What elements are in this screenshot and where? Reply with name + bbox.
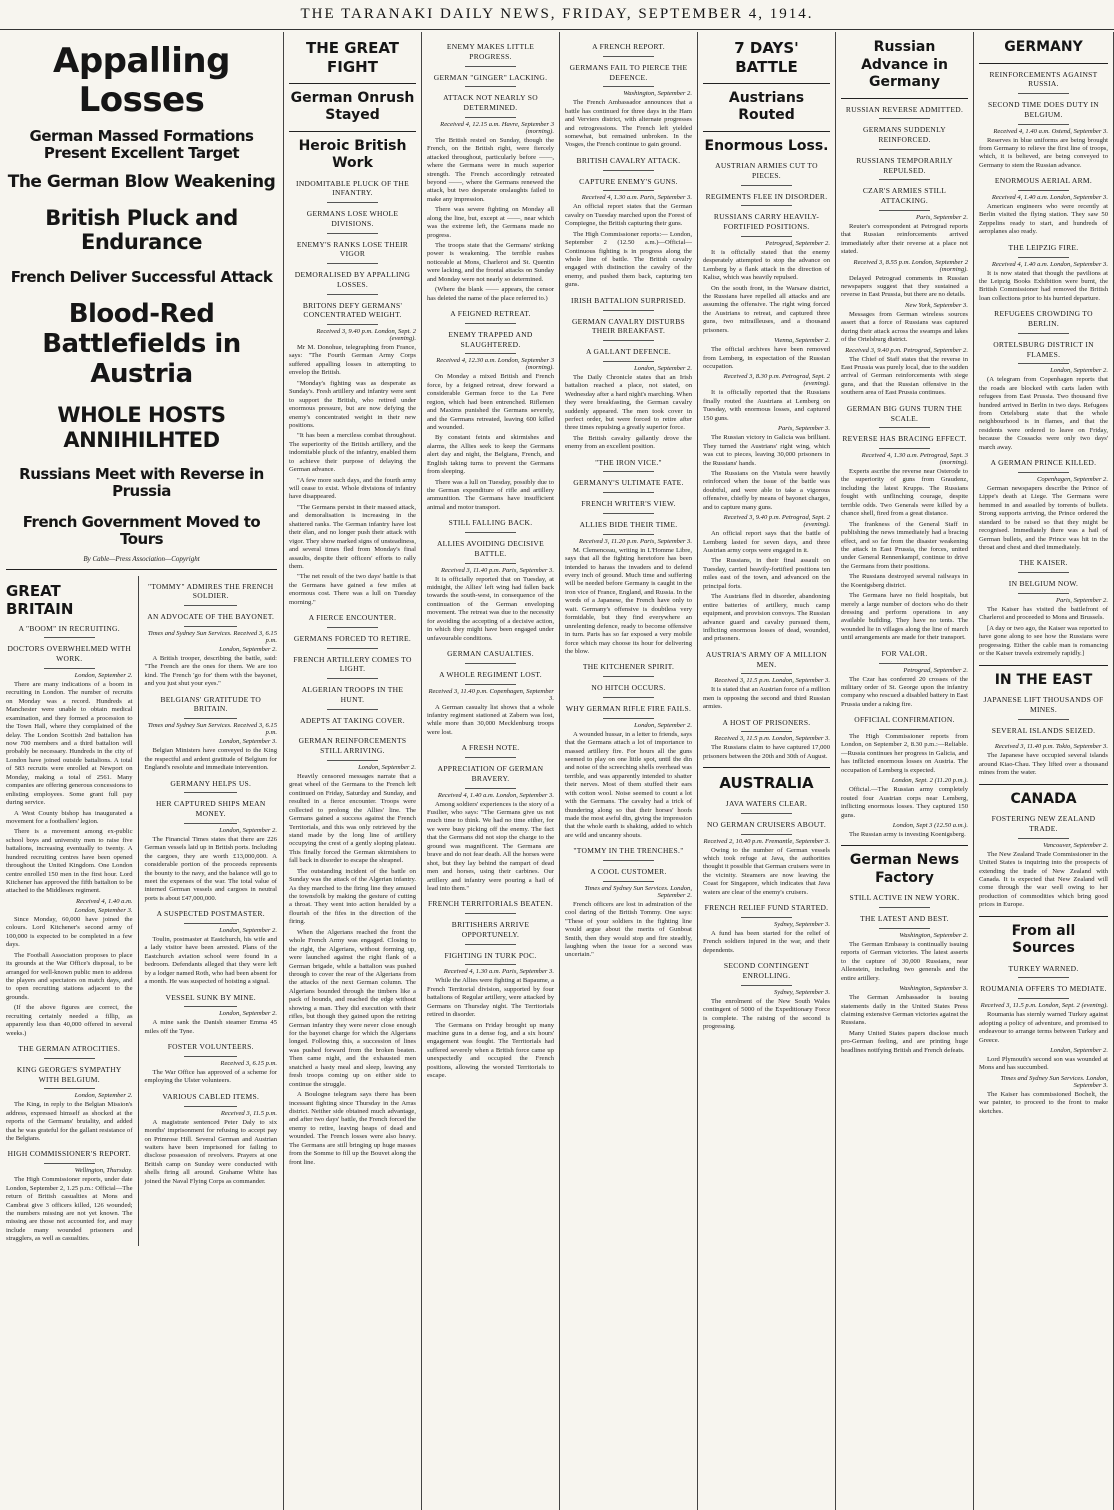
subhead: REGIMENTS FLEE IN DISORDER. bbox=[703, 192, 830, 207]
article-paragraph: "The net result of the two days' battle is that the Germans have gained a few miles at enormous cost. There was a lull on Tuesday morning." bbox=[289, 573, 416, 606]
headline-enormous-loss: Enormous Loss. bbox=[704, 137, 829, 154]
subhead: BRITONS DEFY GERMANS' CONCENTRATED WEIGHT. bbox=[289, 301, 416, 326]
headline-russian-advance: Russian Advance in Germany bbox=[861, 39, 948, 90]
article-paragraph: (If the above figures are correct, the recruiting certainly needed a fillip, as apparently less than 40,000 offered in several weeks.) bbox=[6, 1004, 133, 1037]
subhead: GERMAN REINFORCEMENTS STILL ARRIVING. bbox=[289, 736, 416, 761]
subhead: VESSEL SUNK BY MINE. bbox=[145, 993, 277, 1008]
dateline: Washington, September 2. bbox=[623, 90, 692, 98]
article-paragraph: The Russians claim to have captured 17,000 prisoners between the 20th and 30th of August. bbox=[703, 744, 830, 760]
article-paragraph: The Russian army is investing Koenigsberg. bbox=[849, 830, 966, 838]
subhead: ENORMOUS AERIAL ARM. bbox=[979, 176, 1108, 191]
dateline: Received 4, 1.40 a.m. London, September 3. bbox=[991, 194, 1108, 201]
subhead: APPRECIATION OF GERMAN BRAVERY. bbox=[427, 764, 554, 789]
article-paragraph: The High Commissioner reports:— London, September 2 (12.50 a.m.)—Official—Continuous fighting is in progress along the whole line of battle. The British cavalry engaged with distinction the cavalry of the enemy, and pushed them back, capturing ten guns. bbox=[565, 230, 692, 289]
subhead: FOSTER VOLUNTEERS. bbox=[145, 1042, 277, 1057]
subhead: RUSSIANS CARRY HEAVILY-FORTIFIED POSITIONS. bbox=[703, 212, 830, 237]
subhead: TURKEY WARNED. bbox=[979, 964, 1108, 979]
dateline: Washington, September 2. bbox=[899, 931, 968, 939]
dateline: London, September 3. bbox=[74, 906, 133, 914]
subhead: GERMANS SUDDENLY REINFORCED. bbox=[841, 125, 968, 150]
divider bbox=[703, 767, 830, 768]
subhead: FRENCH ARTILLERY COMES TO LIGHT. bbox=[289, 655, 416, 680]
article-paragraph: "The Germans persist in their massed attack, and demoralisation is increasing in the shattered ranks. The German infantry have lost their élan, and no longer push their attack with vigor. They show marked signs of unsteadiness, and several times fled from Monday's final assaults, despite their officers' efforts to rally them. bbox=[289, 503, 416, 570]
article-paragraph: [A day or two ago, the Kaiser was reported to have gone along to see how the Russians were progressing. Either the cable man is romancing or the Kaiser travels extremely rapidly.] bbox=[979, 624, 1108, 658]
article-paragraph: The King, in reply to the Belgian Mission's address, expressed himself as shocked at the reports of the Germans' brutality, and added that he was grateful for the gallant resistance of the Belgians. bbox=[6, 1101, 133, 1143]
subhead: HIGH COMMISSIONER'S REPORT. bbox=[6, 1149, 133, 1164]
article-paragraph: A mine sank the Danish steamer Emma 45 miles off the Tyne. bbox=[144, 1019, 277, 1035]
headline-in-the-east: IN THE EAST bbox=[994, 671, 1093, 688]
article-paragraph: While the Allies were fighting at Bapaume, a French Territorial division, supported by four battalions of Regular artillery, were attacked by Germans on Thursday night. The Territorials retired in disorder. bbox=[427, 977, 555, 1019]
subhead: SEVERAL ISLANDS SEIZED. bbox=[979, 726, 1108, 741]
article-paragraph: The Russian victory in Galicia was brilliant. They turned the Austrians' right wing, which was cut to pieces, leaving 30,000 prisoners in the Russians' hands. bbox=[703, 434, 830, 467]
article-paragraph: The Financial Times states that there are 226 German vessels laid up in British ports. Including the cargoes, they are worth £13,000,000. A considerable portion of the proceeds represents the bounty to the navy, and the balance will go to meet the expenses of the war. The total value of interned German vessels and cargoes in neutral ports is about £47,000,000. bbox=[144, 835, 277, 902]
article-paragraph: Owing to the number of German vessels which took refuge at Java, the authorities thought it possible that German cruisers were in the vicinity. Steamers are now leaving the Coast for Singapore, which indicates that Java waters are clear of the enemy's cruisers. bbox=[703, 846, 830, 896]
subhead: JAVA WATERS CLEAR. bbox=[703, 799, 830, 814]
subhead: "THE IRON VICE." bbox=[565, 458, 692, 473]
headline-great-fight: THE GREAT FIGHT bbox=[305, 39, 400, 76]
dateline: Received 4, 12.15 a.m. Havre, September 3 (morning). bbox=[440, 120, 554, 135]
column-french-report bbox=[560, 32, 698, 1510]
dateline: London, September 2. bbox=[1050, 1046, 1108, 1054]
dateline: Received 4, 1.40 a.m. bbox=[75, 897, 133, 905]
article-paragraph: Lord Plymouth's second son was wounded at Mons and has succumbed. bbox=[979, 1055, 1108, 1072]
article-paragraph: It is now stated that though the pavilions at the Leipzig Books Exhibition were burnt, the British Commissioner had removed the British loan collections prior to his hurried departure. bbox=[979, 269, 1108, 302]
headline-appalling-losses: Appalling Losses bbox=[53, 41, 230, 121]
headline-blow-weakening: The German Blow Weakening bbox=[7, 171, 276, 192]
dateline: Received 3, 11.5 p.m. London, September 3. bbox=[714, 677, 830, 685]
subhead: SECOND CONTINGENT ENROLLING. bbox=[703, 961, 830, 986]
subhead: GERMAN "GINGER" LACKING. bbox=[427, 73, 554, 88]
dateline: Times and Sydney Sun Services. London, September 3. bbox=[1000, 1074, 1108, 1089]
headline-russians-reverse: Russians Meet with Reverse in Prussia bbox=[19, 464, 264, 500]
dateline: London, September 2. bbox=[634, 364, 692, 372]
subhead: IN BELGIUM NOW. bbox=[979, 579, 1108, 594]
subhead: DEMORALISED BY APPALLING LOSSES. bbox=[289, 270, 416, 295]
subhead: FRENCH WRITER'S VIEW. bbox=[565, 499, 692, 514]
dateline: London, September 2. bbox=[219, 645, 277, 653]
dateline: London, September 2. bbox=[219, 1010, 277, 1018]
article-paragraph: (A telegram from Copenhagen reports that the roads are blocked with carts laden with refugees from East Prussia. Two thousand five hundred arrived in Berlin in two days. Refugees from Ortelsburg state that the whole neighbourhood is in flames, and that the residents were ordered to leave on Friday, because the Cossacks were only two days' march away. bbox=[979, 376, 1108, 451]
article-paragraph: Since Monday, 60,000 have joined the colours. Lord Kitchener's second army of 100,000 is expected to be completed in a few days. bbox=[6, 915, 133, 949]
article-paragraph: M. Clemenceau, writing in L'Homme Libre, says that all the fighting heretofore has been intended to harass the invaders and to defend every inch of ground. Much time and suffering will be needed before Germany is caught in the iron vice of France, England, and Russia. In the words of a Japanese, the French have only to wait. Germany's offensive is doubtless very formidable, but they find everywhere an unrelenting defence, ready to become offensive in turn. Paris has so far exposed a very mobile force which may choose its hour for delivering the blow. bbox=[565, 546, 692, 655]
headline-onrush-stayed: German Onrush Stayed bbox=[290, 89, 415, 123]
headline-austrians-routed: Austrians Routed bbox=[728, 89, 805, 123]
article-paragraph: The Russians, in their final assault on Tuesday, carried heavily-fortified positions ten miles east of the town, and advanced on the principal forts. bbox=[703, 557, 830, 590]
subhead: A FRENCH REPORT. bbox=[565, 42, 692, 57]
dateline: Received 2, 10.40 p.m. Fremantle, September 3. bbox=[703, 837, 830, 845]
subhead: REFUGEES CROWDING TO BERLIN. bbox=[979, 309, 1108, 334]
column-russian-advance bbox=[836, 32, 974, 1510]
dateline: Petrograd, September 2. bbox=[903, 666, 968, 674]
column-germany bbox=[974, 32, 1114, 1510]
article-paragraph: A German casualty list shows that a whole infantry regiment stationed at Zabern was lost, while more than 30,000 Mecklenburg troops were lost. bbox=[427, 703, 554, 736]
subhead: DOCTORS OVERWHELMED WITH WORK. bbox=[6, 644, 133, 669]
subhead: ALLIES AVOIDING DECISIVE BATTLE. bbox=[427, 539, 554, 564]
article-paragraph: The Kaiser has commissioned Bochelt, the war painter, to proceed to the front to make sketches. bbox=[979, 1090, 1108, 1115]
subhead: A FIERCE ENCOUNTER. bbox=[289, 613, 416, 628]
dateline: Received 4, 1.30 a.m. Paris, September 3. bbox=[581, 194, 692, 202]
subhead: ORTELSBURG DISTRICT IN FLAMES. bbox=[979, 340, 1108, 365]
headline-german-news-factory: German News Factory bbox=[849, 852, 960, 886]
subhead: REINFORCEMENTS AGAINST RUSSIA. bbox=[979, 70, 1108, 95]
article-paragraph: The New Zealand Trade Commissioner in the United States is inquiring into the prospects of extending the trade of New Zealand with Canada. It is expected that New Zealand will come through the war well owing to her production of commodities which bring good prices in Europe. bbox=[979, 850, 1108, 909]
subhead: FRENCH TERRITORIALS BEATEN. bbox=[427, 899, 554, 914]
dateline: London, September 2. bbox=[358, 763, 416, 771]
article-paragraph: The frankness of the General Staff in publishing the news immediately had a bracing effect, and so far from the disaster weakening the attack in East Prussia, the forces, united under General Rennenkampf, continue to drive the Germans from their positions. bbox=[841, 520, 968, 570]
headline-british-pluck: British Pluck and Endurance bbox=[45, 206, 238, 255]
byline: By Cable—Press Association—Copyright bbox=[83, 554, 200, 563]
article-paragraph: On Monday a mixed British and French force, by a feigned retreat, drew forward a considerable German force to the La Fere region, which had been entrenched. Riflemen and Maxims punished the Germans severely, and the Germans retreated, leaving 600 killed and wounded. bbox=[427, 373, 554, 431]
article-paragraph: By constant feints and skirmishes and alarms, the Allies seek to keep the Germans alert day and night, the Belgians, French, and English taking turns to prevent the Germans from sleeping. bbox=[427, 434, 554, 476]
article-paragraph: An official report says that the battle of Lemberg lasted for seven days, and three Austrian army corps were engaged in it. bbox=[703, 530, 830, 554]
article-paragraph: The Germans have no field hospitals, but merely a large number of doctors who do their dressing and perform operations in any available building. They have no tents. The wounded lie in villages along the line of march until arrangements are made for their transport. bbox=[841, 592, 968, 642]
dateline: Received 3, 6.15 p.m. bbox=[220, 1060, 277, 1068]
subhead: THE LEIPZIG FIRE. bbox=[979, 243, 1108, 258]
article-paragraph: The German Embassy is continually issuing reports of German victories. The latest asserts to the capture of 30,000 Russians, near Allenstein, including two generals and the entire artillery. bbox=[841, 940, 968, 982]
dateline: Received 3, 11.40 p.m. Paris, September 3. bbox=[440, 566, 554, 574]
subhead: INDOMITABLE PLUCK OF THE INFANTRY. bbox=[289, 179, 416, 204]
dateline: New York, September 3. bbox=[905, 301, 968, 309]
subhead: A FEIGNED RETREAT. bbox=[427, 309, 554, 324]
divider bbox=[703, 131, 830, 132]
subhead: A GALLANT DEFENCE. bbox=[565, 347, 692, 362]
article-paragraph: On the south front, in the Warsaw district, the Russians have repelled all attacks and are assuming the offensive. The right wing forced the Austrians to retreat, and captured three guns, two mitrailleuses, and a thousand prisoners. bbox=[703, 284, 830, 334]
article-paragraph: Among soldiers' experiences is the story of a Fusilier, who says: "The Germans give us not much time to think. We had no time either, for we were busy picking off the enemy. The fact that the Germans did not stop the charge to the ground was magnificent. The Germans are brave and do not fear death. All the horses were shot, but they lay behind the rampart of dead men and horses, using their carbines. Our artillery and infantry were pouring a hail of lead into them." bbox=[427, 800, 554, 892]
divider bbox=[979, 63, 1108, 64]
article-paragraph: The Football Association proposes to place its grounds at the War Office's disposal, to be arranged for well-known public men to address the players and spectators on match days, and to open recruiting stations adjacent to the grounds. bbox=[6, 951, 133, 1001]
article-paragraph: Delayed Petrograd comments in Russian newspapers suggest that they sustained a reverse in East Prussia, but there are no details. bbox=[841, 274, 968, 299]
article-paragraph: The Germans on Friday brought up many machine guns in a dense fog, and a six hours' engagement was fought. The Territorials had suffered severely when a British force came up unexpectedly and occupied the French positions, allowing the worsted Territorials to escape. bbox=[427, 1021, 554, 1080]
article-paragraph: Reserves in blue uniforms are being brought from Germany to relieve the first line of troops, which, it is believed, are being conveyed to Germany to stem the Russian advance. bbox=[979, 136, 1108, 169]
article-paragraph: A fund has been started for the relief of French soldiers injured in the war, and their dependents. bbox=[703, 929, 830, 954]
article-paragraph: When the Algerians reached the front the whole French Army was engaged. Closing to the right, the Algerians, without forming up, were launched against the right flank of a German brigade, while a battalion was pushed through to cover the rear of the Algerians from the attacks of the next German column. The Algerians bounded through the timbers like a pack of hounds, and reached the edge without showing a man. They did execution with their rifles, but though they gained upon the retiring German infantry they were never close enough for the bayonet charge for which the Algerians longed. Following this, a succession of lines was pushed forward from the broken beaten. Then came night, and the exhausted men snatched a hasty meal and sleep, leaving any fresh troops coming up on either side to continue the struggle. bbox=[289, 928, 416, 1088]
dateline: London, September 2. bbox=[74, 671, 133, 679]
column-lead bbox=[0, 32, 284, 1510]
subhead: REVERSE HAS BRACING EFFECT. bbox=[841, 434, 968, 449]
dateline: Received 4, 1.40 a.m. London, September 3. bbox=[437, 791, 554, 799]
subhead: STILL FALLING BACK. bbox=[427, 518, 554, 533]
article-paragraph: The Russians destroyed several railways in the Koenigsberg district. bbox=[841, 573, 968, 589]
dateline: Received 4, 12.30 a.m. London, September 3 (morning). bbox=[436, 357, 554, 372]
dateline: Received 3, 11.40 p.m. Tokio, September 3. bbox=[994, 743, 1108, 751]
subhead: AN ADVOCATE OF THE BAYONET. bbox=[145, 612, 277, 627]
subhead: RUSSIAN REVERSE ADMITTED. bbox=[841, 105, 968, 120]
article-paragraph: The British cavalry gallantly drove the enemy from an excellent position. bbox=[565, 434, 692, 451]
subhead: GERMANS FORCED TO RETIRE. bbox=[289, 634, 416, 649]
subhead: ENEMY'S RANKS LOSE THEIR VIGOR bbox=[289, 240, 416, 265]
headline-germany: GERMANY bbox=[1004, 39, 1083, 55]
dateline: Times and Sydney Sun Services. Received 3, 6.15 p.m. bbox=[147, 722, 277, 737]
section-great-britain: GREAT BRITAIN bbox=[6, 581, 74, 618]
dateline: Received 3, 9.40 p.m. London, Sept. 2 (evening). bbox=[316, 328, 416, 342]
subhead: ADEPTS AT TAKING COVER. bbox=[289, 716, 416, 731]
article-paragraph: The enrolment of the New South Wales contingent of 5000 of the Expeditionary Force is complete. The raising of the second is progressing. bbox=[703, 997, 830, 1030]
headline-from-all-sources: From all Sources bbox=[1011, 922, 1076, 957]
article-paragraph: It is officially reported that on Tuesday, at midnight, the Allies' left wing had fallen back towards the south-west, in consequence of the continuation of the German enveloping movement. The retreat was due to the necessity for avoiding the accepting of a decisive action, in which they might have been engaged under unfavourable conditions. bbox=[427, 575, 554, 642]
column-enemy-progress bbox=[422, 32, 560, 1510]
dateline: Received 4, 1.30 a.m. Petrograd, Sept. 3 (morning). bbox=[861, 452, 968, 466]
dateline: Vancouver, September 2. bbox=[1043, 841, 1108, 849]
divider bbox=[289, 131, 416, 132]
article-paragraph: Toulin, postmaster at Eastchurch, his wife and a lady visitor have been arrested. Plans of the Eastchurch aviation school were found in a bedroom. Defendants alleged that they were left by a lodger named Roth, who had been absent for a month. He was suspected of hoisting a signal. bbox=[144, 936, 277, 986]
subhead: OFFICIAL CONFIRMATION. bbox=[841, 715, 968, 730]
headline-french-government: French Government Moved to Tours bbox=[22, 513, 261, 549]
subhead: NO HITCH OCCURS. bbox=[565, 683, 692, 698]
article-paragraph: "It has been a merciless combat throughout. The superiority of the British artillery, and the indomitable pluck of the infantry, enabled them to achieve their purpose of delaying the German advance. bbox=[289, 432, 416, 474]
article-paragraph: A British trooper, describing the battle, said: "The French are the ones for them. We are too kind. The French 'go for' them with the bayonet, and you just shut your eyes." bbox=[144, 654, 277, 688]
subhead: FOR VALOR. bbox=[841, 649, 968, 664]
dateline: Petrograd, September 2. bbox=[765, 239, 830, 247]
subhead: ALLIES BIDE THEIR TIME. bbox=[565, 520, 692, 535]
article-paragraph: It is stated that an Austrian force of a million men is opposing the second and third Russian armies. bbox=[703, 686, 830, 711]
divider bbox=[841, 98, 968, 99]
masthead: THE TARANAKI DAILY NEWS, FRIDAY, SEPTEMBER 4, 1914. bbox=[0, 0, 1114, 30]
subhead: GERMAN CAVALRY DISTURBS THEIR BREAKFAST. bbox=[565, 317, 692, 342]
article-paragraph: There was a lull on Tuesday, possibly due to the German expenditure of rifle and artillery ammunition. The Germans have insufficient animal and motor transport. bbox=[427, 478, 554, 511]
article-paragraph: There is a movement among ex-public school boys and university men to raise five battalions, increasing eventually to twenty. A hundred recruiting centres have been opened throughout the United Kingdom. One London centre enrolled 150 men in the first hour. Lord Kitchener has approved the fifth battalion to be attached to the Middlesex regiment. bbox=[6, 828, 133, 895]
dateline: London, September 2. bbox=[219, 826, 277, 834]
divider bbox=[6, 569, 277, 570]
article-paragraph: Mr M. Donohue, telegraphing from France, says: "The Fourth German Army Corps suffered appalling losses in attempting to envelop the British. bbox=[289, 344, 416, 377]
article-paragraph: "A few more such days, and the fourth army will cease to exist. Whole divisions of infantry have disappeared. bbox=[289, 476, 416, 501]
article-paragraph: Many United States papers disclose much pro-German feeling, and are printing huge headlines notifying British and French defeats. bbox=[841, 1029, 968, 1054]
divider bbox=[979, 916, 1108, 917]
dateline: Copenhagen, September 2. bbox=[1036, 475, 1108, 483]
article-paragraph: The Austrians fled in disorder, abandoning entire batteries of artillery, much camp equipment, and provision convoys. The Russian advance guard and cavalry pursued them, inflicting enormous losses of dead, wounded, and prisoners. bbox=[703, 593, 830, 643]
dateline: Received 3, 8.55 p.m. London, September 2 (morning). bbox=[853, 258, 968, 273]
article-paragraph: It is officially stated that the enemy desperately attempted to stop the advance on Lemberg by a flank attack in the direction of Kalisz, which was heavily repulsed. bbox=[703, 248, 830, 282]
dateline: London, September 2. bbox=[219, 927, 277, 935]
dateline: Washington, September 3. bbox=[899, 985, 968, 993]
subhead: FRENCH RELIEF FUND STARTED. bbox=[703, 903, 830, 918]
subhead: AUSTRIAN ARMIES CUT TO PIECES. bbox=[703, 161, 830, 186]
subhead: A GERMAN PRINCE KILLED. bbox=[979, 458, 1108, 473]
article-paragraph: An official report states that the German cavalry on Tuesday marched upon the Forest of Compiegne, the British capturing their guns. bbox=[565, 203, 692, 228]
subhead: GERMANS LOSE WHOLE DIVISIONS. bbox=[289, 209, 416, 234]
subhead: "TOMMY IN THE TRENCHES." bbox=[565, 846, 692, 861]
dateline: Received 4, 1.40 a.m. Ostend, September 3. bbox=[993, 127, 1108, 135]
subhead: A "BOOM" IN RECRUITING. bbox=[6, 624, 133, 639]
column-seven-days-battle bbox=[698, 32, 836, 1510]
dateline: Times and Sydney Sun Services. Received 3, 6.15 p.m. bbox=[147, 629, 277, 644]
headline-australia: AUSTRALIA bbox=[719, 774, 814, 793]
divider bbox=[979, 665, 1108, 666]
article-paragraph: The Kaiser has visited the battlefront of Charleroi and proceeded to Mons and Brussels. bbox=[979, 605, 1108, 622]
subhead: ALGERIAN TROOPS IN THE HUNT. bbox=[289, 685, 416, 710]
lead-subcolumns bbox=[6, 576, 277, 1246]
subhead: STILL ACTIVE IN NEW YORK. bbox=[841, 893, 968, 908]
dateline: London, September 2. bbox=[634, 721, 692, 729]
subhead: "TOMMY" ADMIRES THE FRENCH SOLDIER. bbox=[145, 582, 277, 607]
subhead: A COOL CUSTOMER. bbox=[565, 867, 692, 882]
headline-canada: CANADA bbox=[1010, 790, 1077, 807]
dateline: Received 3, 11.5 p.m. London, September 3. bbox=[714, 735, 830, 743]
dateline: Received 3, 11.40 p.m. Copenhagen, September 3. bbox=[428, 687, 554, 702]
subhead: A HOST OF PRISONERS. bbox=[703, 718, 830, 733]
article-paragraph: The troops state that the Germans' striking power is weakening. The terrible rushes noticeable at Mons, Charleroi and St. Quentin were lacking, and the frontal attacks on Sunday and Monday were not nearly so determined. bbox=[427, 242, 554, 283]
article-paragraph: (Where the blank —— appears, the censor has deleted the name of the place referred to.) bbox=[427, 286, 554, 302]
article-paragraph: Messages from German wireless sources assert that a force of Russians was captured during their attack across the swamps and lakes of the Ortelsburg district. bbox=[841, 310, 968, 344]
article-paragraph: The British rested on Sunday, though the French, on the British right, were fiercely attacked throughout, particularly before ——, where the Germans were in much superior strength. The French accordingly retreated beyond ——, where the Germans renewed the attack, but two desperate onslaughts failed to make any impression. bbox=[427, 136, 554, 203]
subhead: ROUMANIA OFFERS TO MEDIATE. bbox=[979, 984, 1108, 999]
divider bbox=[979, 784, 1108, 785]
article-paragraph: The High Commissioner reports from London, on September 2, 8.30 p.m.:—Reliable.—Russia continues her progress in Galicia, and has inflicted enormous losses on Austria. The occupation of Lemberg is expected. bbox=[841, 733, 968, 774]
article-paragraph: There was severe fighting on Monday all along the line, but, except at ——, near which was the extreme left, the Germans made no progress. bbox=[427, 206, 554, 239]
subcolumn-great-britain bbox=[6, 576, 139, 1246]
subhead: BRITISHERS ARRIVE OPPORTUNELY. bbox=[427, 920, 554, 945]
article-paragraph: The Daily Chronicle states that an Irish battalion reached a place, not stated, on Wednesday after a hard night's marching. When they were breakfasting, the German cavalry suddenly appeared. The men took cover in perfect order, but were forced to retire after three times repulsing a greatly superior force. bbox=[565, 373, 692, 432]
dateline: Vienna, September 2. bbox=[774, 337, 830, 345]
subhead: ENEMY MAKES LITTLE PROGRESS. bbox=[427, 42, 554, 67]
subhead: IRISH BATTALION SURPRISED. bbox=[565, 296, 692, 311]
article-paragraph: It is officially reported that the Russians finally routed the Austrians at Lemberg on Tuesday, with enormous losses, and captured 150 guns. bbox=[703, 389, 830, 422]
subhead: GERMAN BIG GUNS TURN THE SCALE. bbox=[841, 404, 968, 429]
headline-heroic-british: Heroic British Work bbox=[298, 137, 407, 171]
subhead: A FRESH NOTE. bbox=[427, 743, 554, 758]
headline-whole-hosts: WHOLE HOSTS ANNIHILHTED bbox=[57, 403, 226, 452]
subhead: KING GEORGE'S SYMPATHY WITH BELGIUM. bbox=[6, 1065, 133, 1090]
subhead: A SUSPECTED POSTMASTER. bbox=[145, 909, 277, 924]
headline-blood-red: Blood-Red Battlefields in Austria bbox=[42, 298, 241, 389]
headline-french-deliver: French Deliver Successful Attack bbox=[10, 267, 273, 286]
subhead: GERMANS FAIL TO PIERCE THE DEFENCE. bbox=[565, 63, 692, 88]
dateline: Sydney, September 3. bbox=[773, 988, 830, 996]
subhead: CAPTURE ENEMY'S GUNS. bbox=[565, 177, 692, 192]
article-paragraph: French officers are lost in admiration of the cool daring of the British Tommy. One says: "These of your soldiers in the fighting line would argue about the merits of Gunboat Smith, then they would stop and fire steadily, laughing when the issue for a second was uncertain." bbox=[565, 900, 692, 959]
subhead: BELGIANS' GRATITUDE TO BRITAIN. bbox=[145, 695, 277, 720]
article-paragraph: American engineers who were recently at Berlin visited the flying station. They saw 50 Zeppelins ready to start, and hundreds of aeroplanes also ready. bbox=[979, 203, 1108, 236]
subhead: ENEMY TRAPPED AND SLAUGHTERED. bbox=[427, 330, 554, 355]
subhead: FIGHTING IN TURK POC. bbox=[427, 951, 554, 966]
subhead: FOSTERING NEW ZEALAND TRADE. bbox=[979, 814, 1108, 839]
dateline: Received 3, 11.5 p.m. London, Sept. 2 (evening). bbox=[980, 1002, 1108, 1010]
dateline: Times and Sydney Sun Services. London, September 2. bbox=[584, 884, 692, 899]
dateline: Sydney, September 3. bbox=[773, 920, 830, 928]
subhead: VARIOUS CABLED ITEMS. bbox=[145, 1092, 277, 1107]
subhead: THE KAISER. bbox=[979, 558, 1108, 573]
dateline: Received 3, 9.40 p.m. Petrograd, Sept. 2 (evening). bbox=[723, 514, 830, 529]
article-paragraph: Heavily censored messages narrate that a great wheel of the Germans to the French left continued on Friday, Saturday and Sunday, and resulted in a fierce encounter. Troops were collected to prolong the Allies' line. The Germans gained a success against the French Territorials, and this was only retrieved by the stand made by the long line of artillery occupying the crest of a gently sloping plateau. This finally forced the German skirmishers to fall back in disorder to escape the shrapnel. bbox=[289, 772, 416, 865]
subhead: NO GERMAN CRUISERS ABOUT. bbox=[703, 820, 830, 835]
subhead: GERMANY HELPS US. bbox=[145, 779, 277, 794]
article-paragraph: Official.—The Russian army completely routed four Austrian corps near Lemberg, inflicting enormous losses. They captured 150 guns. bbox=[841, 786, 968, 819]
subhead: A WHOLE REGIMENT LOST. bbox=[427, 670, 554, 685]
article-paragraph: A West County bishop has inaugurated a movement for a footballers' legion. bbox=[6, 809, 133, 825]
subhead: GERMAN CASUALTIES. bbox=[427, 649, 554, 664]
dateline: Received 4, 1.40 a.m. London, September 3. bbox=[991, 260, 1108, 268]
subhead: RUSSIANS TEMPORARILY REPULSED. bbox=[841, 156, 968, 181]
article-paragraph: The Russians on the Vistula were heavily reinforced when the issue of the battle was doubtful, and were able to take a vigorous offensive, chiefly by means of bayonet charges, and to capture many guns. bbox=[703, 469, 830, 511]
dateline: London, September 3. bbox=[219, 738, 277, 746]
article-paragraph: Experts ascribe the reverse near Osterode to the superiority of guns from Graudenz, including the latest Krupps. The Russians fought with unflinching courage, despite terrible odds. Two Generals were killed by a chance shell, fired from a great distance. bbox=[841, 468, 968, 518]
divider bbox=[703, 83, 830, 84]
dateline: London, Sept. 2 (11.20 p.m.). bbox=[891, 777, 968, 785]
subhead: THE KITCHENER SPIRIT. bbox=[565, 662, 692, 677]
article-paragraph: There are many indications of a boom in recruiting in London. The number of recruits on Monday was a record. Hundreds at Manchester were unable to obtain medical examination, and they formed a procession to the Town Hall, where they complained of the delay. The London Scottish 2nd battalion has now 700 members and a third battalion will probably be necessary. Hundreds in the city of London have joined outside battalions. A total of 583 recruits were enrolled at Newport on Monday, making a total of 2561. Many companies are offering generous concessions to enlisting employees. Some grant full pay during service. bbox=[6, 680, 133, 807]
subhead: HER CAPTURED SHIPS MEAN MONEY. bbox=[145, 799, 277, 824]
dateline: Received 3, 8.30 p.m. Petrograd, Sept. 2 (evening). bbox=[723, 373, 830, 388]
article-paragraph: Reuter's correspondent at Petrograd reports that Russian reinforcements arrived immediately after their reverse at a place not stated. bbox=[841, 222, 968, 256]
subhead: JAPANESE LIFT THOUSANDS OF MINES. bbox=[979, 695, 1108, 720]
dateline: Received 4, 1.30 a.m. Paris, September 3. bbox=[443, 968, 554, 976]
subhead: THE LATEST AND BEST. bbox=[841, 914, 968, 929]
subhead: GERMANY'S ULTIMATE FATE. bbox=[565, 478, 692, 493]
subhead: CZAR'S ARMIES STILL ATTACKING. bbox=[841, 186, 968, 211]
article-paragraph: The official archives have been removed from Lemberg, in expectation of the Russian occupation. bbox=[703, 346, 830, 370]
dateline: Received 3, 11.20 p.m. Paris, September 3. bbox=[578, 537, 692, 545]
dateline: Received 3, 11.5 p.m. bbox=[220, 1109, 277, 1117]
article-paragraph: The Japanese have occupied several islands around Kiao-Chau. They lifted over a thousand mines from the water. bbox=[979, 752, 1108, 777]
divider bbox=[841, 845, 968, 846]
article-paragraph: Belgian Ministers have conveyed to the King the respectful and ardent gratitude of Belgium for England's resolute and immediate intervention. bbox=[144, 747, 277, 772]
dateline: Received 3, 9.40 p.m. Petrograd, September 2. bbox=[845, 346, 968, 354]
column-great-fight bbox=[284, 32, 422, 1510]
subhead: AUSTRIA'S ARMY OF A MILLION MEN. bbox=[703, 650, 830, 675]
subhead: SECOND TIME DOES DUTY IN BELGIUM. bbox=[979, 100, 1108, 125]
dateline: Wellington, Thursday. bbox=[74, 1167, 133, 1175]
subhead: WHY GERMAN RIFLE FIRE FAILS. bbox=[565, 704, 692, 719]
dateline: London, September 2. bbox=[74, 1092, 133, 1100]
subhead: ATTACK NOT NEARLY SO DETERMINED. bbox=[427, 93, 554, 118]
dateline: London, Sept 3 (12.50 a.m.). bbox=[892, 821, 968, 829]
article-paragraph: "Monday's fighting was as desperate as Sunday's. Fresh artillery and infantry were sent to support the British, who retired under enormous pressure, but are now defying the enemy's concentrated weight in their new positions. bbox=[289, 379, 416, 429]
dateline: Paris, September 3. bbox=[777, 425, 830, 433]
dateline: Paris, September 2. bbox=[1055, 596, 1108, 604]
dateline: London, September 2. bbox=[1050, 367, 1108, 375]
subcolumn-tommy bbox=[145, 576, 277, 1246]
article-paragraph: The Czar has conferred 20 crosses of the military order of St. George upon the infantry company who rescued a disabled battery in East Prussia under a raking fire. bbox=[841, 675, 968, 708]
headline-seven-days-battle: 7 DAYS' BATTLE bbox=[734, 39, 799, 76]
article-paragraph: The High Commissioner reports, under date London, September 2, 1.25 p.m.: Official—The return of British casualties at Mons and Cambrai give 3 officers killed, 126 wounded; the numbers missing are not yet known. The missing are those not accounted for, and may include many wounded prisoners and stragglers, as well as casualties. bbox=[6, 1176, 133, 1243]
subhead: THE GERMAN ATROCITIES. bbox=[6, 1044, 133, 1059]
article-paragraph: The French Ambassador announces that a battle has continued for three days in the Ham and Verviers district, with alternate progresses and retrogressions. The French left yielded somewhat, but remained unbroken. In the Vosges, the French continue to gain ground. bbox=[565, 99, 692, 149]
article-paragraph: Roumania has sternly warned Turkey against adopting a policy of adventure, and promised to endeavour to arrange terms between Turkey and Greece. bbox=[979, 1011, 1108, 1044]
subhead: BRITISH CAVALRY ATTACK. bbox=[565, 156, 692, 171]
article-paragraph: The German Ambassador is issuing statements daily in the United States Press claiming extensive German victories against the Russians. bbox=[841, 994, 968, 1027]
article-paragraph: A wounded hussar, in a letter to friends, says that the Germans attach a lot of importance to massed artillery fire. For hours all the guns seemed to play on one little spot, until the din and noise of the screeching shells overhead was terrible, and was apparently intended to shatter their nerves. Most of them stuffed their ears with cotton wool. Noise seemed to count a lot with the Germans. The cavalry had a trick of thundering along so that their horses' hoofs made the most awful din, giving the impression that the whole earth is shaking, added to which are wild and uncanny shouts. bbox=[565, 730, 692, 839]
article-paragraph: A Boulogne telegram says there has been incessant fighting since Thursday in the Arras district. Neither side obtained much advantage, and after two days' battle, the French forced the enemy to retire, leaving heaps of dead and wounded. The French losses were also heavy. The Germans are still bringing up huge masses from the Somme to fill up the Bouvet along the front line. bbox=[289, 1091, 416, 1166]
article-paragraph: The Chief of Staff states that the reverse in East Prussia was purely local, due to the sudden arrival of German reinforcements with siege guns, and that the Russian offensive in the southern area of East Prussia continues. bbox=[841, 355, 968, 397]
article-paragraph: A magistrate sentenced Peter Daly to six months' imprisonment for refusing to accept pay on Primrose Hill. Several German and Austrian waiters have been imprisoned for failing to disclose possession of revolvers. Prayers at one British camp on Sunday were conducted with shells firing all around. Grahame White has joined the Naval Flying Corps as commander. bbox=[144, 1118, 277, 1185]
dateline: Paris, September 2. bbox=[915, 213, 968, 221]
article-paragraph: The outstanding incident of the battle on Sunday was the attack of the Algerian infantry. As they marched to the firing line they amused the townsfolk by making the gesture of cutting a throat. They went into action heralded by a flourish of the fifes in the direction of the firing. bbox=[289, 867, 416, 926]
divider bbox=[289, 83, 416, 84]
article-paragraph: German newspapers describe the Prince of Lippe's death at Liege. The Germans were hemmed in and assailed by torrents of bullets. Strong supports arriving, the Prince ordered the standard to be raised so that they might be recognised. Immediately there was a hail of German bullets, and the Prince was hit in the throat and chest and died immediately. bbox=[979, 484, 1108, 551]
article-paragraph: The War Office has approved of a scheme for employing the Ulster volunteers. bbox=[144, 1069, 277, 1085]
headline-massed-formations: German Massed Formations Present Excellent Target bbox=[29, 127, 254, 163]
